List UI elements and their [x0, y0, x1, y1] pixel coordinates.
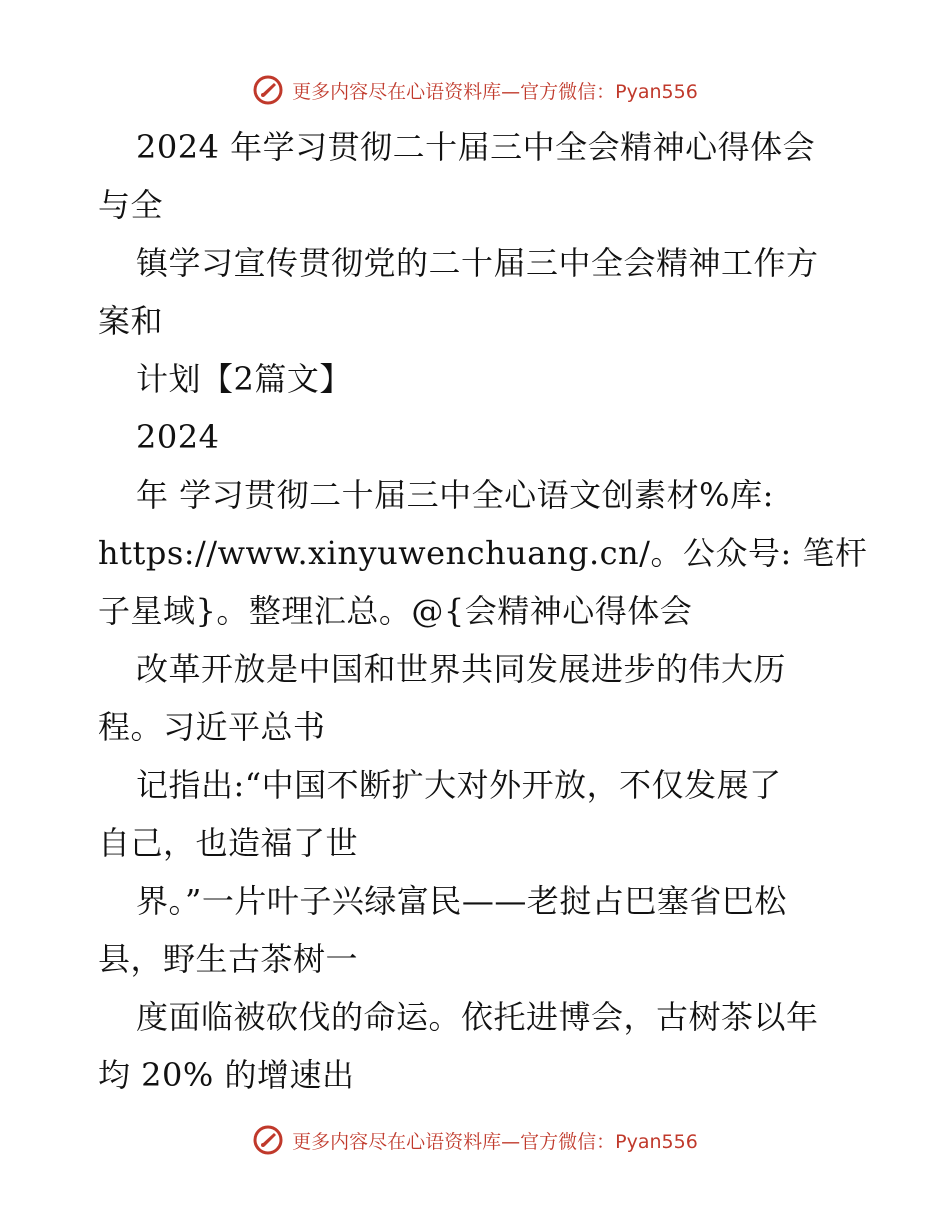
text-line: 记指出:“中国不断扩大对外开放，不仅发展了: [136, 766, 782, 804]
text-line: 程。习近平总书: [98, 708, 326, 746]
footer-watermark: [0, 1120, 950, 1160]
footer-watermark-text: 更多内容尽在心语资料库—官方微信：Pyan556: [292, 1130, 698, 1153]
text-line: 自己，也造福了世: [98, 824, 359, 862]
text-line: 度面临被砍伐的命运。依托进博会，古树茶以年: [136, 998, 819, 1036]
brand-logo-icon: [252, 74, 284, 106]
text-line: 计划【2篇文】: [136, 360, 352, 398]
brand-logo-icon: [252, 1124, 284, 1156]
text-line: 子星域}。整理汇总。@{会精神心得体会: [98, 592, 693, 630]
text-line: 案和: [98, 302, 164, 340]
document-body: [98, 118, 868, 1104]
text-line: 镇学习宣传贯彻党的二十届三中全会精神工作方: [136, 244, 819, 282]
text-line-url: https://www.xinyuwenchuang.cn/。公众号: 笔杆: [98, 534, 868, 572]
text-line: 界。”一片叶子兴绿富民——老挝占巴塞省巴松: [136, 882, 787, 920]
text-line: 2024 年学习贯彻二十届三中全会精神心得体会: [136, 128, 816, 166]
header-watermark-text: 更多内容尽在心语资料库—官方微信：Pyan556: [292, 80, 698, 103]
text-line: 与全: [98, 186, 164, 224]
text-line: 年 学习贯彻二十届三中全心语文创素材%库:: [136, 476, 774, 514]
text-line: 县，野生古茶树一: [98, 940, 359, 978]
text-line: 2024: [136, 418, 220, 456]
text-line: 均 20% 的增速出: [98, 1056, 355, 1094]
header-watermark: [0, 70, 950, 110]
text-line: 改革开放是中国和世界共同发展进步的伟大历: [136, 650, 787, 688]
